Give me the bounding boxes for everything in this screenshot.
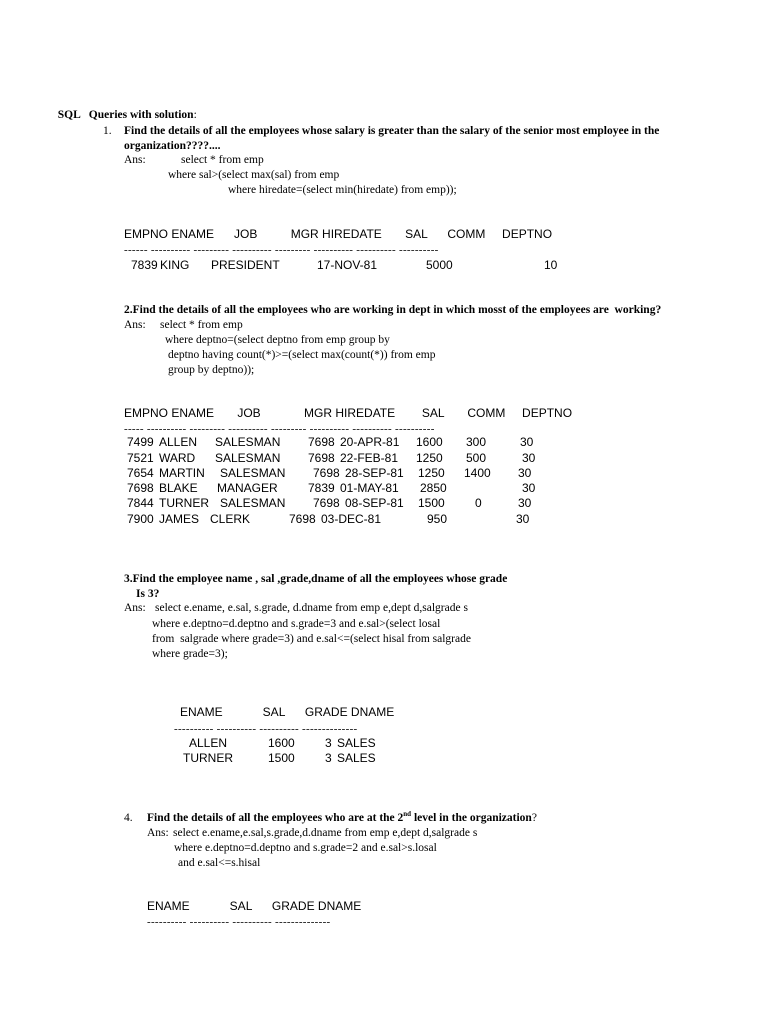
cell-deptno: 30 [522,451,536,465]
cell-deptno: 30 [518,496,532,510]
cell-ename: KING [160,258,190,272]
cell-deptno: 30 [518,466,532,480]
cell-ename: ALLEN [159,435,198,449]
cell-sal: 1500 [418,496,445,510]
q3-table-dashes: ---------- ---------- ---------- -------------- [174,723,358,735]
cell-job: SALESMAN [215,451,281,465]
table-row [0,481,768,496]
cell-ename: BLAKE [159,481,198,495]
cell-mgr: 7698 [313,496,340,510]
cell-sal: 1600 [416,435,443,449]
cell-comm: 1400 [464,466,491,480]
table-row [0,496,768,511]
cell-job: SALESMAN [220,496,286,510]
table-row [0,736,768,751]
q2-table-header: EMPNO ENAME JOB MGR HIREDATE SAL COMM DEPTNO [124,406,573,420]
cell-ename: TURNER [183,751,233,765]
q3-table-header: ENAME SAL GRADE DNAME [180,705,395,719]
cell-empno: 7521 [127,451,154,465]
q4-question-end: ? [531,812,537,824]
q2-sql-line4: group by deptno)); [168,364,255,376]
cell-empno: 7900 [127,512,154,526]
q3-sql-line3: from salgrade where grade=3) and e.sal<=(select hisal from salgrade [152,633,471,645]
q1-table-header: EMPNO ENAME JOB MGR HIREDATE SAL COMM DEPTNO [124,227,553,241]
heading-prefix: SQL [57,109,81,121]
cell-hiredate: 03-DEC-81 [321,512,382,526]
table-row [0,258,768,273]
q1-question-line2: organization????.... [124,140,221,152]
cell-deptno: 30 [520,435,534,449]
q4-ans-label: Ans: [147,827,169,839]
cell-empno: 7698 [127,481,154,495]
q4-table-header: ENAME SAL GRADE DNAME [147,899,362,913]
table-row [0,466,768,481]
cell-job: CLERK [210,512,251,526]
q3-ans-label: Ans: [124,602,146,614]
q4-question-sup: nd [403,810,412,818]
q3-sql-line2: where e.deptno=d.deptno and s.grade=3 and e.sal>(select losal [152,618,441,630]
cell-sal: 2850 [420,481,447,495]
q1-sql-line1: select * from emp [181,154,264,166]
cell-job: MANAGER [217,481,278,495]
cell-deptno: 30 [516,512,530,526]
q4-table-dashes: ---------- ---------- ---------- -------------- [147,916,331,928]
q4-sql-line2: where e.deptno=d.deptno and s.grade=2 and e.sal>s.losal [174,842,437,854]
cell-grade: 3 [325,751,332,765]
cell-ename: JAMES [159,512,200,526]
cell-ename: WARD [159,451,196,465]
cell-hiredate: 08-SEP-81 [345,496,404,510]
q1-sql-line3: where hiredate=(select min(hiredate) from emp)); [228,184,457,196]
cell-sal: 1250 [418,466,445,480]
cell-ename: MARTIN [159,466,205,480]
cell-deptno: 10 [544,258,558,272]
cell-sal: 1250 [416,451,443,465]
cell-mgr: 7698 [308,451,335,465]
cell-empno: 7499 [127,435,154,449]
q3-sql-line1: select e.ename, e.sal, s.grade, d.dname from emp e,dept d,salgrade s [155,602,468,614]
cell-empno: 7654 [127,466,154,480]
q3-sql-line4: where grade=3); [152,648,228,660]
q1-table-dashes: ------ ---------- --------- ---------- --------- ---------- ---------- ---------- [124,244,439,256]
heading-text: Queries with solution [88,109,194,121]
q3-question-line2: Is 3? [136,588,160,600]
cell-job: SALESMAN [215,435,281,449]
cell-mgr: 7698 [289,512,316,526]
q2-sql-line3: deptno having count(*)>=(select max(count(*)) from emp [168,349,436,361]
page-heading [52,94,197,122]
q4-number: 4. [124,812,133,824]
q1-number: 1. [103,125,112,137]
cell-dname: SALES [337,751,376,765]
cell-empno: 7839 [131,258,158,272]
cell-mgr: 7698 [313,466,340,480]
cell-job: SALESMAN [220,466,286,480]
q3-question-line1: 3.Find the employee name , sal ,grade,dname of all the employees whose grade [124,573,508,585]
q2-table-dashes: ----- ---------- --------- ---------- --------- ---------- ---------- ---------- [124,423,435,435]
q4-question [147,811,537,825]
q2-question: 2.Find the details of all the employees who are working in dept in which mosst of the employees are working? [124,304,662,316]
cell-mgr: 7698 [308,435,335,449]
cell-hiredate: 17-NOV-81 [317,258,378,272]
q2-sql-line2: where deptno=(select deptno from emp group by [165,334,390,346]
cell-comm: 500 [466,451,487,465]
cell-comm: 300 [466,435,487,449]
cell-hiredate: 22-FEB-81 [340,451,399,465]
q4-question-text-after: level in the organization [411,812,532,824]
cell-hiredate: 20-APR-81 [340,435,400,449]
cell-grade: 3 [325,736,332,750]
cell-deptno: 30 [522,481,536,495]
cell-sal: 5000 [426,258,453,272]
cell-ename: ALLEN [189,736,228,750]
q2-ans-label: Ans: [124,319,146,331]
cell-ename: TURNER [159,496,209,510]
cell-comm: 0 [475,496,482,510]
cell-job: PRESIDENT [211,258,280,272]
cell-dname: SALES [337,736,376,750]
q4-sql-line1: select e.ename,e.sal,s.grade,d.dname from emp e,dept d,salgrade s [173,827,478,839]
cell-hiredate: 01-MAY-81 [340,481,399,495]
q1-sql-line2: where sal>(select max(sal) from emp [168,169,340,181]
q1-question-line1: Find the details of all the employees whose salary is greater than the salary of the senior most employee in the [124,125,660,137]
cell-mgr: 7839 [308,481,335,495]
cell-sal: 950 [427,512,448,526]
q4-sql-line3: and e.sal<=s.hisal [178,857,261,869]
cell-sal: 1500 [268,751,295,765]
q2-sql-line1: select * from emp [160,319,243,331]
cell-empno: 7844 [127,496,154,510]
table-row [0,435,768,450]
table-row [0,512,768,527]
q1-ans-label: Ans: [124,154,146,166]
table-row [0,751,768,766]
cell-hiredate: 28-SEP-81 [345,466,404,480]
heading-suffix: : [193,109,197,121]
cell-sal: 1600 [268,736,295,750]
table-row [0,451,768,466]
q4-question-text: Find the details of all the employees who are at the 2 [147,812,404,824]
